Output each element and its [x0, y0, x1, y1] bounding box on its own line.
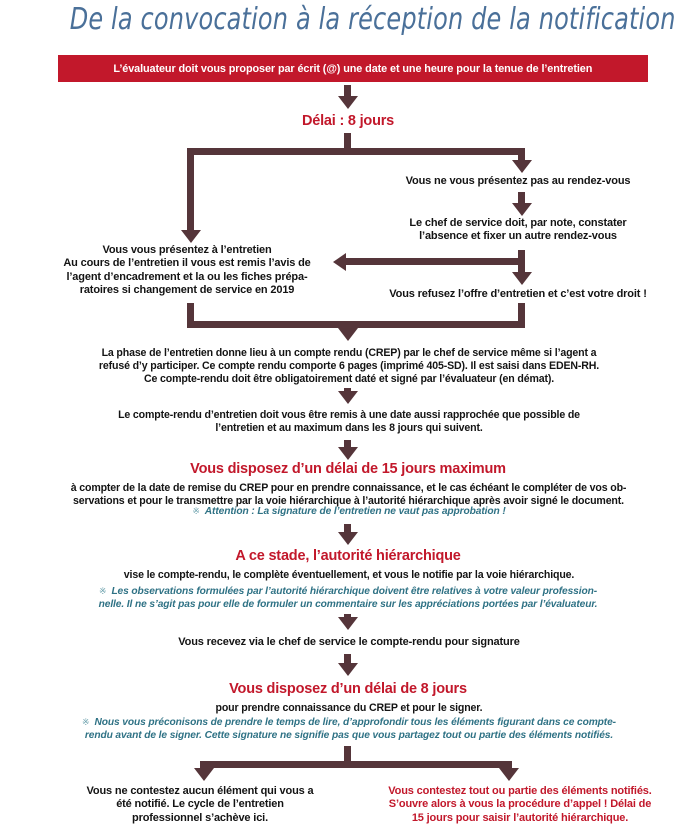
note-asterisk-icon-2: ※: [98, 586, 107, 596]
arrow-banner-to-delai: [338, 96, 358, 109]
branch-right-text-2-line2: l’absence et fixer un autre rendez-vous: [419, 230, 617, 243]
final-left-line-3: professionnel s’achève ici.: [132, 811, 268, 824]
arrow-right-branch-1: [512, 160, 532, 173]
branch-right-text-3: Vous refusez l’offre d’entretien et c’est votre droit !: [389, 288, 647, 300]
delai-15-heading: Vous disposez d’un délai de 15 jours maximum: [190, 461, 506, 477]
final-right-line-2: S’ouvre alors à vous la procédure d’appel ! Délai de: [388, 798, 652, 811]
arrow-reception-to-delai8: [338, 663, 358, 676]
branch-left-line-3: l’agent d’encadrement et la ou les fiches prépa-: [66, 270, 308, 283]
note-preconisation-line-1: [18, 717, 680, 730]
crep-paragraph: [24, 347, 674, 386]
note-asterisk-icon: ※: [192, 506, 200, 516]
branch-right-text-2-line1: Le chef de service doit, par note, constater: [409, 217, 627, 229]
remise-paragraph: [40, 409, 658, 435]
connector-right-to-left-cross: [345, 258, 521, 265]
header-banner: [58, 55, 648, 82]
arrow-right-branch-3: [512, 272, 532, 285]
branch-left-line-2: Au cours de l’entretien il vous est remis l’avis de: [63, 257, 311, 270]
delai-15-line-1: à compter de la date de remise du CREP pour en prendre connaissance, et le cas échéant le compléter de vos ob-: [70, 482, 627, 494]
final-left-line-2: été notifié. Le cycle de l’entretien: [116, 798, 284, 811]
final-right-line-3: 15 jours pour saisir l’autorité hiérarchique.: [411, 811, 629, 824]
arrow-right-branch-2: [512, 203, 532, 216]
delai-15-line-2: servations et pour le transmettre par la voie hiérarchique à l’autorité hiérarchique après avoir signé le document.: [73, 495, 624, 508]
final-right-line-1: Vous contestez tout ou partie des éléments notifiés.: [388, 785, 652, 797]
note-preconisation: [18, 717, 680, 743]
crep-line-2: refusé d’y participer. Ce compte rendu comporte 6 pages (imprimé 405-SD). Il est saisi dans EDEN-RH.: [98, 360, 600, 373]
connector-final-split-bar: [200, 761, 512, 768]
delai-8-line-1: pour prendre connaissance du CREP et pour le signer.: [215, 702, 483, 714]
autorite-heading: A ce stade, l’autorité hiérarchique: [235, 548, 461, 564]
crep-line-3: Ce compte-rendu doit être obligatoirement daté et signé par l’évaluateur (en démat).: [143, 373, 555, 386]
branch-right-text-1: Vous ne vous présentez pas au rendez-vous: [405, 175, 631, 187]
arrow-final-left: [194, 768, 214, 781]
arrow-crep-to-remise: [338, 391, 358, 404]
final-outcome-left: [42, 785, 358, 825]
arrow-remise-to-delai15: [338, 447, 358, 460]
autorite-line-1: vise le compte-rendu, le complète éventuellement, et vous le notifie par la voie hiérarchique.: [123, 569, 575, 581]
branch-left-text: [22, 244, 352, 298]
note-attention-text: Attention : La signature de l’entretien ne vaut pas approbation !: [204, 506, 506, 517]
note-observations: [18, 586, 678, 612]
arrow-merge-to-crep: [338, 328, 358, 341]
header-banner-text: L’évaluateur doit vous proposer par écrit (@) une date et une heure pour la tenue de l’entretien: [113, 62, 593, 75]
branch-left-line-1: Vous vous présentez à l’entretien: [102, 244, 272, 256]
connector-split-bar-top: [187, 148, 525, 155]
final-left-line-1: Vous ne contestez aucun élément qui vous a: [86, 785, 314, 797]
arrow-final-right: [499, 768, 519, 781]
connector-left-branch-drop: [187, 148, 194, 236]
note-preconisation-text-1: Nous vous préconisons de prendre le temps de lire, d’approfondir tous les éléments figurant dans ce compte-: [94, 717, 616, 728]
remise-line-2: l’entretien et au maximum dans les 8 jours qui suivent.: [215, 422, 483, 435]
note-observations-line-2: nelle. Il ne s’agit pas pour elle de formuler un commentaire sur les appréciations portées par l’évaluateur.: [98, 598, 598, 610]
note-preconisation-line-2: rendu avant de le signer. Cette signature ne signifie pas que vous partagez tout ou partie des éléments notifiés.: [84, 729, 614, 741]
crep-line-1: La phase de l’entretien donne lieu à un compte rendu (CREP) par le chef de service même si l’agent a: [101, 347, 597, 359]
arrow-autorite-to-reception: [338, 617, 358, 630]
reception-text: Vous recevez via le chef de service le compte-rendu pour signature: [178, 636, 520, 648]
remise-line-1: Le compte-rendu d’entretien doit vous être remis à une date aussi rapprochée que possible de: [118, 409, 580, 421]
note-observations-line-1: [18, 586, 678, 599]
delai-8-heading: Vous disposez d’un délai de 8 jours: [229, 681, 467, 697]
branch-left-line-4: ratoires si changement de service en 2019: [79, 284, 295, 297]
delai-8-paragraph: [80, 702, 618, 715]
note-attention-signature: [40, 506, 658, 519]
page-title: De la convocation à la réception de la notification: [69, 2, 676, 37]
note-observations-text-1: Les observations formulées par l’autorité hiérarchique doivent être relatives à votre valeur profession-: [111, 586, 597, 597]
arrow-delai15-to-autorite: [338, 532, 358, 545]
branch-right-text-2: [358, 217, 678, 244]
arrow-left-branch: [181, 230, 201, 243]
final-outcome-right: [350, 785, 690, 825]
autorite-paragraph: [40, 569, 658, 582]
delai-15-paragraph: [16, 482, 681, 508]
connector-merge-bar: [187, 321, 525, 328]
delai-8-jours-label: Délai : 8 jours: [301, 113, 395, 129]
note-asterisk-icon-3: ※: [82, 717, 90, 727]
